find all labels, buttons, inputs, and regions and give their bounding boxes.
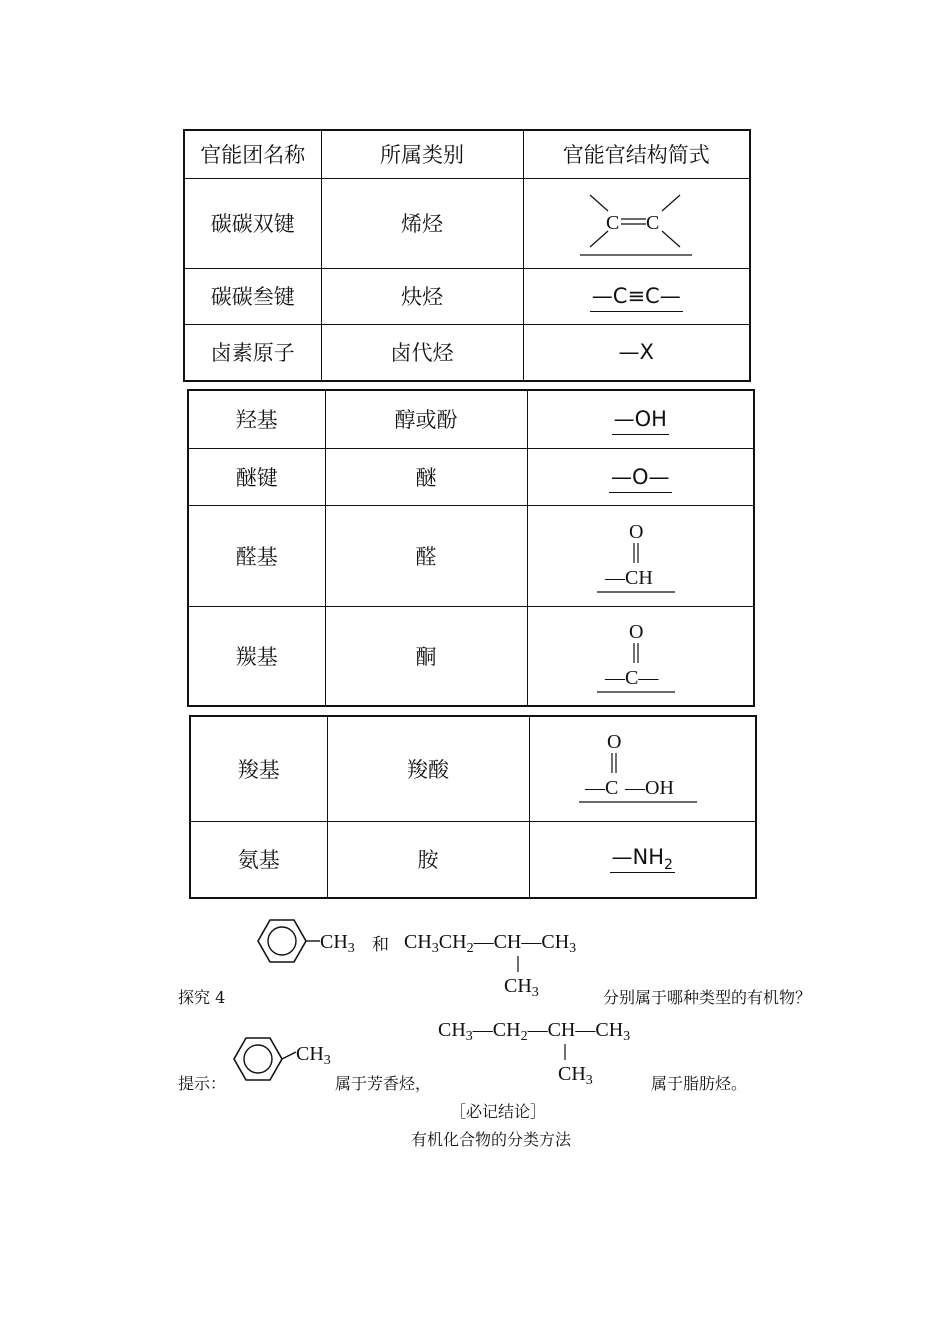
structure-double-bond bbox=[523, 178, 749, 268]
header-structure: 官能官结构简式 bbox=[523, 131, 749, 178]
row-category: 酮 bbox=[325, 606, 527, 705]
structure-ether bbox=[527, 448, 753, 505]
functional-group-table-3 bbox=[189, 715, 757, 899]
double-bond-formula bbox=[576, 187, 696, 259]
aldehyde-ch: —CH bbox=[605, 566, 654, 589]
functional-group-table-1 bbox=[183, 129, 751, 382]
hint-isopentane-branch: $CH_3$ bbox=[558, 1063, 593, 1088]
row-name: 羰基 bbox=[189, 606, 325, 705]
carbonyl-c: —C— bbox=[605, 666, 659, 689]
toluene-ch3: $CH_3$ bbox=[320, 931, 355, 956]
amino-subscript: 2 bbox=[664, 857, 673, 874]
row-category: 醚 bbox=[325, 448, 527, 505]
isopentane-branch: $CH_3$ bbox=[504, 975, 539, 1000]
row-category: 胺 bbox=[327, 821, 529, 897]
hint-aliphatic: 属于脂肪烃。 bbox=[651, 1074, 748, 1093]
isopentane-ch3: $CH_3CH_2—CH—CH_3$ bbox=[404, 931, 577, 956]
aldehyde-o: O bbox=[629, 520, 644, 543]
triple-bond-formula: —C≡C— bbox=[590, 284, 683, 312]
toluene-structure bbox=[248, 914, 368, 970]
structure-halogen bbox=[523, 324, 749, 380]
row-category: 醛 bbox=[325, 505, 527, 606]
row-category: 卤代烃 bbox=[321, 324, 523, 380]
conclusion-title: 有机化合物的分类方法 bbox=[411, 1130, 572, 1149]
carboxyl-oh: —OH bbox=[625, 776, 675, 799]
header-category: 所属类别 bbox=[321, 131, 523, 178]
inquiry-label: 探究 4 bbox=[178, 988, 226, 1007]
conclusion-tag: ［必记结论］ bbox=[450, 1102, 547, 1121]
row-name: 醛基 bbox=[189, 505, 325, 606]
hint-toluene-ch3: $CH_3$ bbox=[296, 1043, 331, 1068]
carboxyl-c: —C bbox=[585, 776, 619, 799]
double-bond-c-left: C bbox=[606, 212, 620, 234]
row-category: 醇或酚 bbox=[325, 391, 527, 448]
row-name: 卤素原子 bbox=[185, 324, 321, 380]
structure-triple-bond bbox=[523, 268, 749, 324]
structure-carboxyl bbox=[529, 717, 755, 821]
aldehyde-formula bbox=[595, 516, 685, 596]
hint-isopentane-chain: $CH_3—CH_2—CH—CH_3$ bbox=[438, 1019, 631, 1044]
amino-formula bbox=[610, 845, 675, 873]
row-category: 烯烃 bbox=[321, 178, 523, 268]
structure-aldehyde bbox=[527, 505, 753, 606]
row-name: 羧基 bbox=[191, 717, 327, 821]
carbonyl-o: O bbox=[629, 620, 644, 643]
hydroxyl-formula: —OH bbox=[612, 407, 669, 435]
structure-hydroxyl bbox=[527, 391, 753, 448]
hint-aromatic: 属于芳香烃， bbox=[335, 1074, 432, 1093]
hint-isopentane-structure bbox=[434, 1010, 654, 1090]
hint-toluene-structure bbox=[228, 1032, 340, 1088]
carboxyl-formula bbox=[577, 728, 707, 810]
inquiry-question: 分别属于哪种类型的有机物？ bbox=[603, 988, 812, 1007]
carbonyl-formula bbox=[595, 616, 685, 696]
hint-label: 提示： bbox=[178, 1074, 227, 1093]
structure-carbonyl bbox=[527, 606, 753, 705]
carboxyl-o: O bbox=[607, 730, 622, 753]
ether-formula: —O— bbox=[609, 465, 672, 493]
row-name: 碳碳双键 bbox=[185, 178, 321, 268]
functional-group-table-2 bbox=[187, 389, 755, 707]
and-word: 和 bbox=[372, 935, 389, 955]
structure-amino bbox=[529, 821, 755, 897]
halogen-formula: —X bbox=[618, 340, 654, 365]
row-category: 炔烃 bbox=[321, 268, 523, 324]
row-name: 氨基 bbox=[191, 821, 327, 897]
amino-nh: —NH bbox=[611, 845, 665, 870]
double-bond-c-right: C bbox=[646, 212, 660, 234]
isopentane-structure bbox=[400, 922, 610, 1002]
header-group-name: 官能团名称 bbox=[185, 131, 321, 178]
row-category: 羧酸 bbox=[327, 717, 529, 821]
row-name: 碳碳叁键 bbox=[185, 268, 321, 324]
row-name: 羟基 bbox=[189, 391, 325, 448]
row-name: 醚键 bbox=[189, 448, 325, 505]
